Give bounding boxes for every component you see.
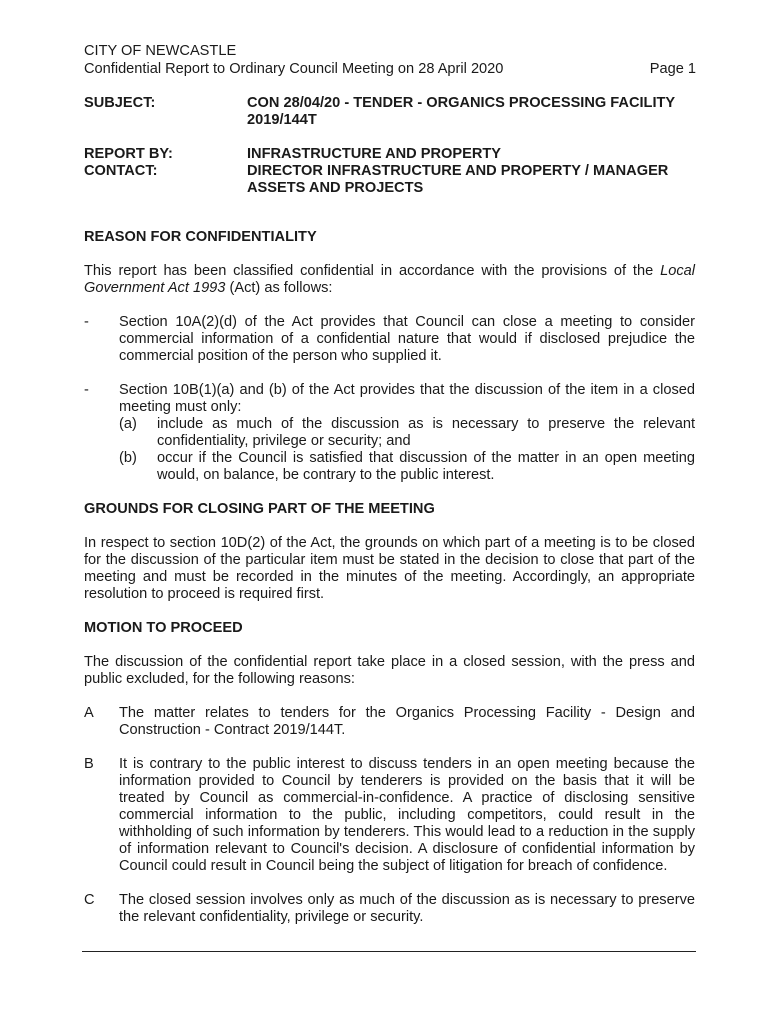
bullet-dash: - [84,314,89,330]
report-by-label: REPORT BY: [84,146,173,162]
bullet-text: Section 10B(1)(a) and (b) of the Act provides that the discussion of the item in a closed meeting must only: [119,382,695,415]
reason-text: The matter relates to tenders for the Organics Processing Facility - Design and Construction - Contract 2019/144T. [119,705,695,738]
report-body [84,229,695,943]
subject-row [84,95,704,129]
sub-item [119,416,695,450]
bullet-dash: - [84,382,89,398]
intro-text-2: (Act) as follows: [225,280,333,296]
report-title: Confidential Report to Ordinary Council Meeting on 28 April 2020 [84,61,504,77]
bullet-item [84,314,695,365]
grounds-text: In respect to section 10D(2) of the Act, the grounds on which part of a meeting is to be closed for the discussion of the particular item must be stated in the decision to close that part of the meeting and must be recorded in the minutes of the meeting. Accordingly, an appropriate resolution to proceed is required first. [84,535,695,602]
reason-letter: C [84,892,95,908]
confidentiality-intro [84,263,695,297]
sub-letter: (a) [119,416,137,432]
bullet-item [84,382,695,484]
reason-item [84,705,695,739]
sub-text: occur if the Council is satisfied that discussion of the matter in an open meeting would, on balance, be contrary to the public interest. [157,450,695,483]
reasons-list [84,705,695,926]
report-by-row [84,146,704,163]
reason-item [84,756,695,875]
reason-item [84,892,695,926]
page-number: Page 1 [649,61,696,77]
sub-letter: (b) [119,450,137,466]
bullet-text: Section 10A(2)(d) of the Act provides that Council can close a meeting to consider commercial information of a confidential nature that would if disclosed prejudice the commercial position of the person who supplied it. [119,314,695,364]
report-by-value: INFRASTRUCTURE AND PROPERTY [247,146,502,162]
confidentiality-heading: REASON FOR CONFIDENTIALITY [84,229,317,245]
subject-label: SUBJECT: [84,95,156,111]
reason-letter: B [84,756,94,772]
intro-text-1: This report has been classified confidential in accordance with the provisions of the [84,263,661,279]
reason-text: The closed session involves only as much of the discussion as is necessary to preserve the relevant confidentiality, privilege or security. [119,892,695,925]
header-row [84,61,696,79]
bullet-content [119,382,695,484]
footer-rule [82,951,696,952]
report-meta [84,95,704,197]
sub-item [119,450,695,484]
contact-value: DIRECTOR INFRASTRUCTURE AND PROPERTY / MANAGER ASSETS AND PROJECTS [247,163,669,196]
reason-letter: A [84,705,94,721]
motion-heading: MOTION TO PROCEED [84,620,243,636]
contact-row [84,163,704,197]
reason-text: It is contrary to the public interest to discuss tenders in an open meeting because the information provided to Council by tenderers is provided on the basis that it will be treated by Council as commercial-in-confidence. A practice of disclosing sensitive commercial information to the public, including competitors, could result in the withholding of such information by tenderers. This would lead to a reduction in the supply of information relevant to Council's decision. A disclosure of confidential information by Council could result in Council being the subject of litigation for breach of confidence. [119,756,695,874]
sub-text: include as much of the discussion as is necessary to preserve the relevant confidentiality, privilege or security; and [157,416,695,449]
page-header [84,43,696,79]
grounds-heading: GROUNDS FOR CLOSING PART OF THE MEETING [84,501,435,517]
org-name: CITY OF NEWCASTLE [84,43,237,59]
act-name: Local Government Act 1993 [84,263,695,296]
motion-intro: The discussion of the confidential report take place in a closed session, with the press and public excluded, for the following reasons: [84,654,695,687]
subject-value: CON 28/04/20 - TENDER - ORGANICS PROCESSING FACILITY 2019/144T [247,95,675,128]
contact-label: CONTACT: [84,163,158,179]
